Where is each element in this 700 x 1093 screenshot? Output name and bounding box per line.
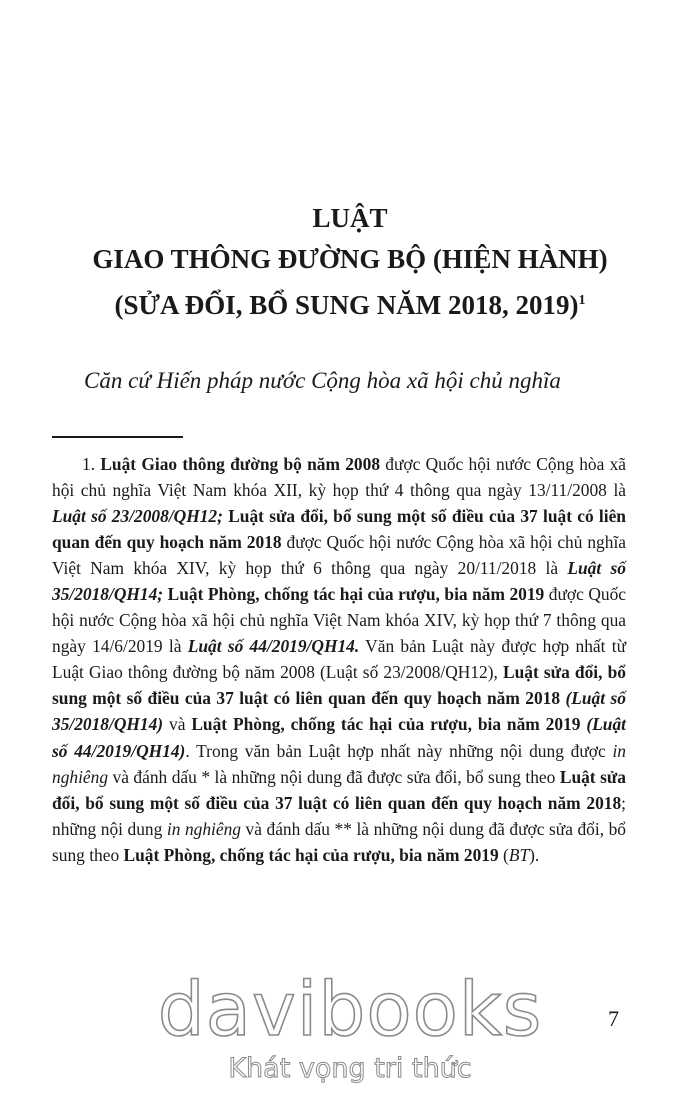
law-name: Luật sửa đổi, bổ sung một số điều của 37 luật có liên quan đến quy hoạch năm 2018 [52,766,626,813]
footnote-text: ). [529,844,540,865]
footnote-reference: 1 [578,293,586,308]
footnote-text: ; những nội dung [52,792,626,839]
law-number: Luật số 23/2008/QH12; [52,506,223,527]
law-number: (Luật số 44/2019/QH14) [52,714,626,761]
law-name: Luật sửa đổi, bổ sung một số điều của 37 luật có liên quan đến quy hoạch năm 2018 [52,506,626,553]
law-name: Luật sửa đổi, bổ sung một số điều của 37 luật có liên quan đến quy hoạch năm 2018 [52,662,626,709]
law-name: Luật Phòng, chống tác hại của rượu, bia năm 2019 [191,714,581,735]
footnote-text: được Quốc hội nước Cộng hòa xã hội chủ nghĩa Việt Nam khóa XIV, kỳ họp thứ 7 thông qua ngày 14/6/2019 là [52,584,626,657]
law-number: Luật số 44/2019/QH14. [187,636,360,657]
watermark-logo: davibooks [157,967,543,1053]
title-line-3 [0,280,700,326]
law-number: (Luật số 35/2018/QH14) [52,688,626,735]
footnote-text: được Quốc hội nước Cộng hòa xã hội chủ nghĩa Việt Nam khóa XII, kỳ họp thứ 4 thông qua ngày 13/11/2008 là [52,454,627,501]
italic-term: in nghiêng [52,740,626,787]
title-line-2: GIAO THÔNG ĐƯỜNG BỘ (HIỆN HÀNH) [92,244,608,274]
footnote-text: và [163,714,192,735]
footnote [52,451,626,868]
page-number: 7 [608,1006,619,1031]
law-number: Luật số 35/2018/QH14; [52,558,626,605]
title-line-3-text: (SỬA ĐỔI, BỔ SUNG NĂM 2018, 2019) [114,290,579,320]
footnote-text: . Trong văn bản Luật hợp nhất này những nội dung được [185,740,613,761]
footnote-separator [52,436,183,438]
title-line-1: LUẬT [312,203,388,233]
footnote-number: 1. [82,454,101,474]
law-name: Luật Giao thông đường bộ năm 2008 [100,454,381,474]
footnote-text: và đánh dấu * là những nội dung đã được sửa đổi, bổ sung theo [108,766,560,787]
footnote-paragraph [52,451,626,868]
footnote-text: được Quốc hội nước Cộng hòa xã hội chủ nghĩa Việt Nam khóa XIV, kỳ họp thứ 6 thông qua ngày 20/11/2018 là [52,532,627,579]
italic-term: BT [508,844,530,865]
law-name: Luật Phòng, chống tác hại của rượu, bia năm 2019 [167,584,545,605]
preamble: Căn cứ Hiến pháp nước Cộng hòa xã hội chủ nghĩa [84,368,561,393]
footnote-text: Văn bản Luật này được hợp nhất từ Luật Giao thông đường bộ năm 2008 (Luật số 23/2008/QH12), [52,636,626,683]
law-title [0,198,700,326]
law-name: Luật Phòng, chống tác hại của rượu, bia năm 2019 [123,844,499,865]
footnote-text: ( [498,844,509,865]
watermark-tagline: Khát vọng tri thức [228,1053,472,1084]
footnote-text: và đánh dấu ** là những nội dung đã được sửa đổi, bổ sung theo [52,818,626,865]
italic-term: in nghiêng [166,818,241,839]
